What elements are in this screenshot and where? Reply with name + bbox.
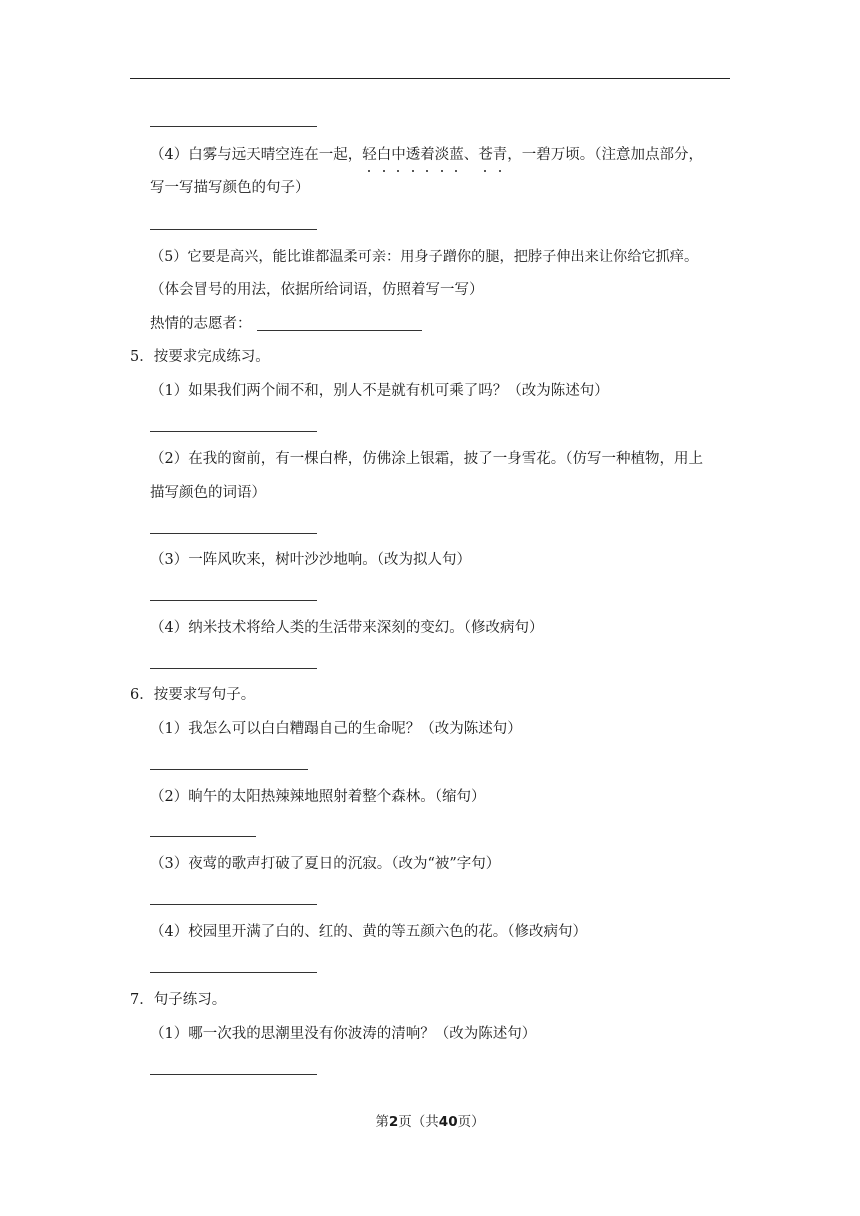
emphasis-char: 透	[405, 147, 421, 163]
q5-item1: （1）如果我们两个闹不和，别人不是就有机可乘了吗？（改为陈述句）	[150, 383, 609, 399]
emphasis-char: 苍	[478, 147, 493, 163]
total-pages: 40	[438, 1114, 458, 1130]
page-number: 2	[388, 1114, 399, 1130]
answer-line[interactable]	[150, 229, 317, 230]
footer-post: 页）	[457, 1114, 485, 1130]
emphasis-char: 淡	[434, 147, 450, 163]
q5-item3: （3）一阵风吹来，树叶沙沙地响。（改为拟人句）	[150, 552, 471, 568]
q4-item5-line2: （体会冒号的用法，依据所给词语，仿照着写一写）	[150, 282, 484, 298]
q4-item4-part1: （4）白雾与远天晴空连在一起，	[150, 147, 363, 163]
answer-line[interactable]	[150, 600, 317, 601]
answer-line[interactable]	[150, 126, 317, 127]
emphasis-char: 白	[376, 147, 392, 163]
emphasis-char: 蓝	[449, 147, 464, 163]
answer-line[interactable]	[150, 904, 317, 905]
q6-title: 6．按要求写句子。	[130, 687, 256, 703]
answer-line[interactable]	[150, 533, 317, 534]
page-footer	[0, 1110, 860, 1130]
footer-mid: 页（共	[398, 1114, 439, 1130]
answer-line[interactable]	[150, 431, 317, 432]
answer-line[interactable]	[150, 836, 256, 837]
header-rule	[130, 78, 730, 79]
answer-line[interactable]	[257, 330, 422, 331]
q4-item5-line1: （5）它要是高兴，能比谁都温柔可亲：用身子蹭你的腿，把脖子伸出来让你给它抓痒。	[150, 249, 699, 265]
footer-pre: 第	[375, 1114, 389, 1130]
answer-line[interactable]	[150, 769, 308, 770]
answer-line[interactable]	[150, 1074, 317, 1075]
q4-item4-line2: 写一写描写颜色的句子）	[150, 180, 310, 196]
emphasis-char: 中	[391, 147, 406, 163]
q5-title: 5．按要求完成练习。	[130, 349, 270, 365]
q7-item1: （1）哪一次我的思潮里没有你波涛的清响？（改为陈述句）	[150, 1026, 537, 1042]
q4-item5-prompt: 热情的志愿者：	[150, 316, 252, 332]
q4-item4-part2: ，一碧万顷。（注意加点部分，	[507, 147, 703, 163]
q6-item3: （3）夜莺的歌声打破了夏日的沉寂。（改为“被”字句）	[150, 856, 501, 872]
emphasis-char: 青	[492, 147, 508, 163]
q6-item4: （4）校园里开满了白的、红的、黄的等五颜六色的花。（修改病句）	[150, 924, 587, 940]
q4-item4-line1	[150, 145, 703, 165]
q5-item2-line2: 描写颜色的词语）	[150, 485, 266, 501]
emphasis-char: 轻	[362, 147, 377, 163]
emphasis-char: 着	[420, 147, 435, 163]
q7-title: 7．句子练习。	[130, 992, 227, 1008]
answer-line[interactable]	[150, 972, 317, 973]
q6-item1: （1）我怎么可以白白糟蹋自己的生命呢？（改为陈述句）	[150, 721, 522, 737]
separator: 、	[463, 147, 479, 163]
answer-line[interactable]	[150, 668, 317, 669]
q5-item2-line1: （2）在我的窗前，有一棵白桦，仿佛涂上银霜，披了一身雪花。（仿写一种植物，用上	[150, 451, 703, 467]
q5-item4: （4）纳米技术将给人类的生活带来深刻的变幻。（修改病句）	[150, 620, 544, 636]
q6-item2: （2）晌午的太阳热辣辣地照射着整个森林。（缩句）	[150, 789, 486, 805]
